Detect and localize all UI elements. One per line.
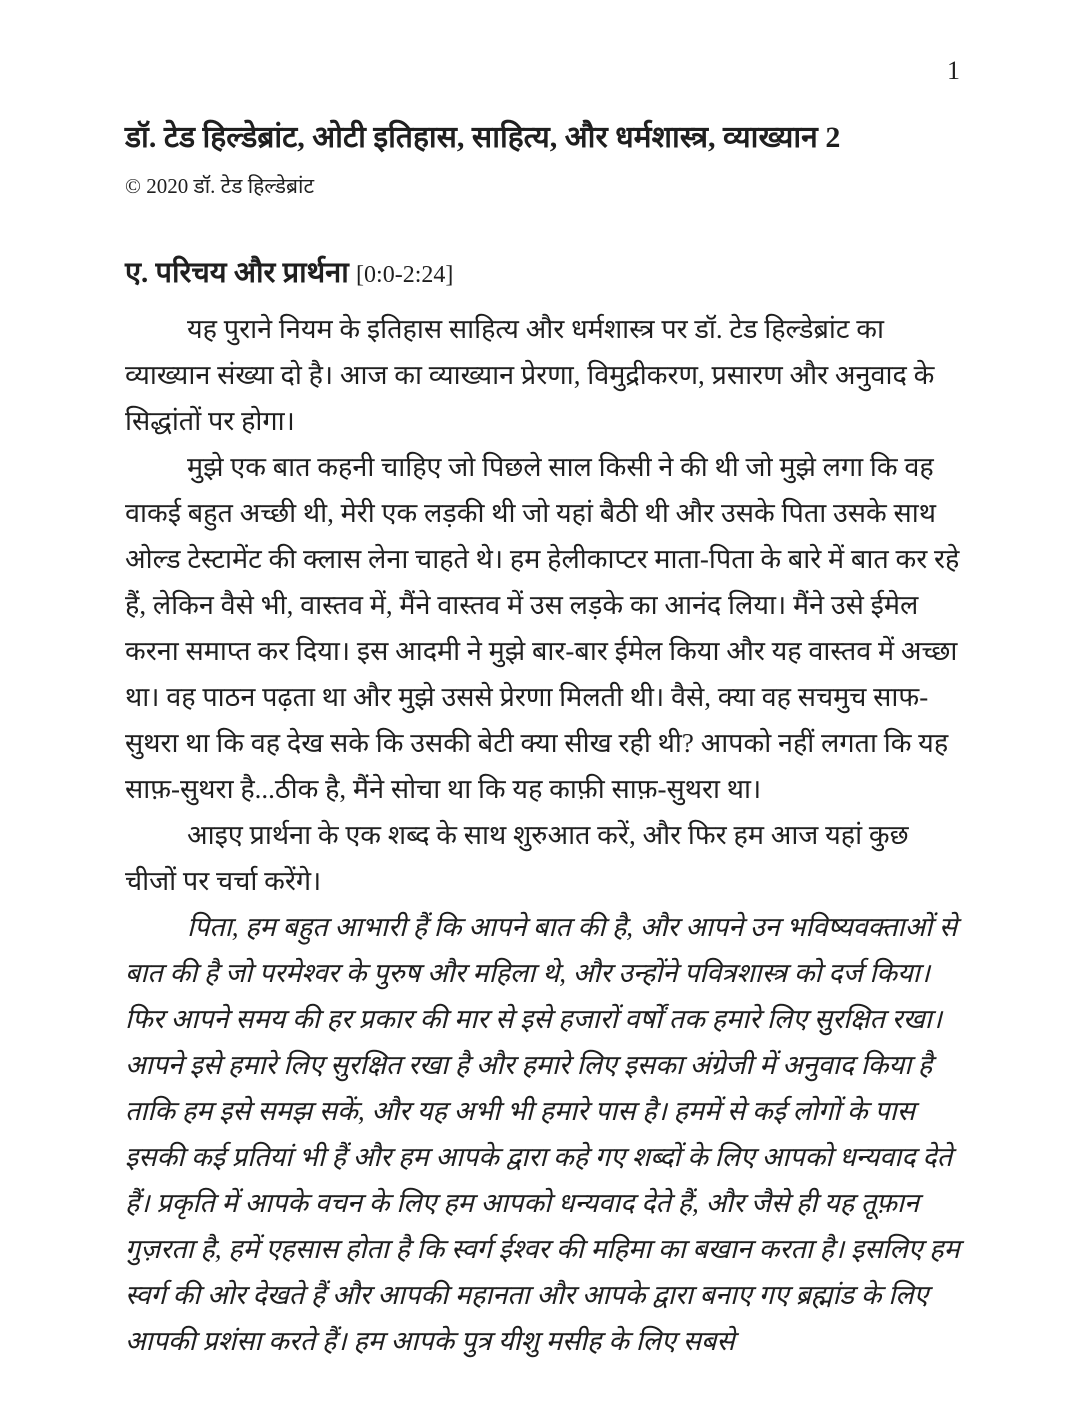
- paragraph-anecdote: मुझे एक बात कहनी चाहिए जो पिछले साल किसी ने की थी जो मुझे लगा कि वह वाकई बहुत अच्छी थी, मेरी एक लड़की थी जो यहां बैठी थी और उसके पिता उसके साथ ओल्ड टेस्टामेंट की क्लास लेना चाहते थे। हम हेलीकाप्टर माता-पिता के बारे में बात कर रहे हैं, लेकिन वैसे भी, वास्तव में, मैंने वास्तव में उस लड़के का आनंद लिया। मैंने उसे ईमेल करना समाप्त कर दिया। इस आदमी ने मुझे बार-बार ईमेल किया और यह वास्तव में अच्छा था। वह पाठन पढ़ता था और मुझे उससे प्रेरणा मिलती थी। वैसे, क्या वह सचमुच साफ-सुथरा था कि वह देख सके कि उसकी बेटी क्या सीख रही थी? आपको नहीं लगता कि यह साफ़-सुथरा है...ठीक है, मैंने सोचा था कि यह काफ़ी साफ़-सुथरा था।: [125, 452, 960, 805]
- paragraph-prayer: पिता, हम बहुत आभारी हैं कि आपने बात की है, और आपने उन भविष्यवक्ताओं से बात की है जो परमेश्वर के पुरुष और महिला थे, और उन्होंने पवित्रशास्त्र को दर्ज किया। फिर आपने समय की हर प्रकार की मार से इसे हजारों वर्षों तक हमारे लिए सुरक्षित रखा। आपने इसे हमारे लिए सुरक्षित रखा है और हमारे लिए इसका अंग्रेजी में अनुवाद किया है ताकि हम इसे समझ सकें, और यह अभी भी हमारे पास है। हममें से कई लोगों के पास इसकी कई प्रतियां भी हैं और हम आपके द्वारा कहे गए शब्दों के लिए आपको धन्यवाद देते हैं। प्रकृति में आपके वचन के लिए हम आपको धन्यवाद देते हैं, और जैसे ही यह तूफ़ान गुज़रता है, हमें एहसास होता है कि स्वर्ग ईश्वर की महिमा का बखान करता है। इसलिए हम स्वर्ग की ओर देखते हैं और आपकी महानता और आपके द्वारा बनाए गए ब्रह्मांड के लिए आपकी प्रशंसा करते हैं। हम आपके पुत्र यीशु मसीह के लिए सबसे: [125, 912, 960, 1357]
- paragraph-prayer-intro: आइए प्रार्थना के एक शब्द के साथ शुरुआत करें, और फिर हम आज यहां कुछ चीजों पर चर्चा करेंगे।: [125, 820, 909, 897]
- document-title: डॉ. टेड हिल्डेब्रांट, ओटी इतिहास, साहित्य, और धर्मशास्त्र, व्याख्यान 2: [125, 121, 841, 154]
- section-timestamp: [0:0-2:24]: [356, 261, 454, 288]
- section-heading: [125, 255, 962, 293]
- paragraph-lecture-intro: यह पुराने नियम के इतिहास साहित्य और धर्मशास्त्र पर डॉ. टेड हिल्डेब्रांट का व्याख्यान संख्या दो है। आज का व्याख्यान प्रेरणा, विमुद्रीकरण, प्रसारण और अनुवाद के सिद्धांतों पर होगा।: [125, 314, 935, 437]
- page-number: 1: [947, 56, 960, 85]
- section-heading-text: ए. परिचय और प्रार्थना: [125, 256, 349, 289]
- copyright-line: © 2020 डॉ. टेड हिल्डेब्रांट: [125, 173, 315, 198]
